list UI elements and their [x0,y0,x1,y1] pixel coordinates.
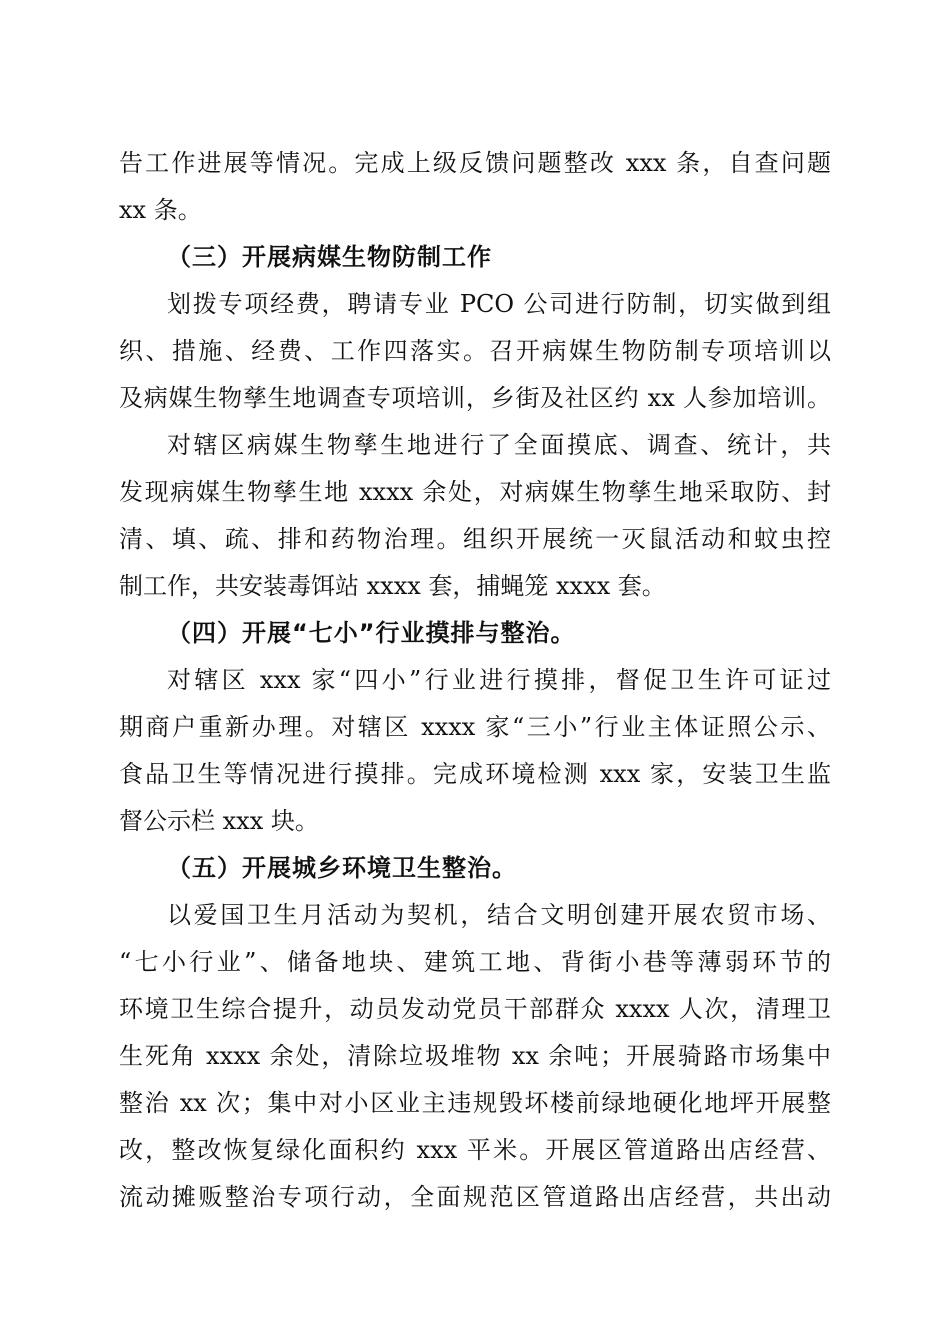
section-heading-4: （四）开展“七小”行业摸排与整治。 [167,619,576,647]
section-heading-5: （五）开展城乡环境卫生整治。 [167,854,517,882]
paragraph-line: xx 条。 [119,196,202,224]
paragraph-line: 对辖区病媒生物孳生地进行了全面摸底、调查、统计，共 [167,431,831,459]
paragraph-line: 发现病媒生物孳生地 xxxx 余处，对病媒生物孳生地采取防、封 [119,478,831,506]
paragraph-line: 告工作进展等情况。完成上级反馈问题整改 xxx 条，自查问题 [119,149,831,177]
paragraph-line: 清、填、疏、排和药物治理。组织开展统一灭鼠活动和蚊虫控 [119,525,831,553]
paragraph-line: 对辖区 xxx 家“四小”行业进行摸排，督促卫生许可证过 [167,666,831,694]
paragraph-line: 制工作，共安装毒饵站 xxxx 套，捕蝇笼 xxxx 套。 [119,572,666,600]
paragraph-line: 生死角 xxxx 余处，清除垃圾堆物 xx 余吨；开展骑路市场集中 [119,1042,831,1070]
paragraph-line: 整治 xx 次；集中对小区业主违规毁坏楼前绿地硬化地坪开展整 [119,1089,831,1117]
paragraph-line: 划拨专项经费，聘请专业 PCO 公司进行防制，切实做到组 [167,290,831,318]
paragraph-line: 以爱国卫生月活动为契机，结合文明创建开展农贸市场、 [167,901,831,929]
paragraph-line: 流动摊贩整治专项行动，全面规范区管道路出店经营，共出动 [119,1183,831,1211]
paragraph-line: 改，整改恢复绿化面积约 xxx 平米。开展区管道路出店经营、 [119,1136,831,1164]
paragraph-line: 督公示栏 xxx 块。 [119,807,319,835]
section-heading-3: （三）开展病媒生物防制工作 [167,243,492,271]
paragraph-line: 及病媒生物孳生地调查专项培训，乡街及社区约 xx 人参加培训。 [119,384,831,412]
paragraph-line: 期商户重新办理。对辖区 xxxx 家“三小”行业主体证照公示、 [119,713,831,741]
paragraph-line: 环境卫生综合提升，动员发动党员干部群众 xxxx 人次，清理卫 [119,995,831,1023]
paragraph-line: “七小行业”、储备地块、建筑工地、背街小巷等薄弱环节的 [119,948,831,976]
paragraph-line: 食品卫生等情况进行摸排。完成环境检测 xxx 家，安装卫生监 [119,760,831,788]
paragraph-line: 织、措施、经费、工作四落实。召开病媒生物防制专项培训以 [119,337,831,365]
